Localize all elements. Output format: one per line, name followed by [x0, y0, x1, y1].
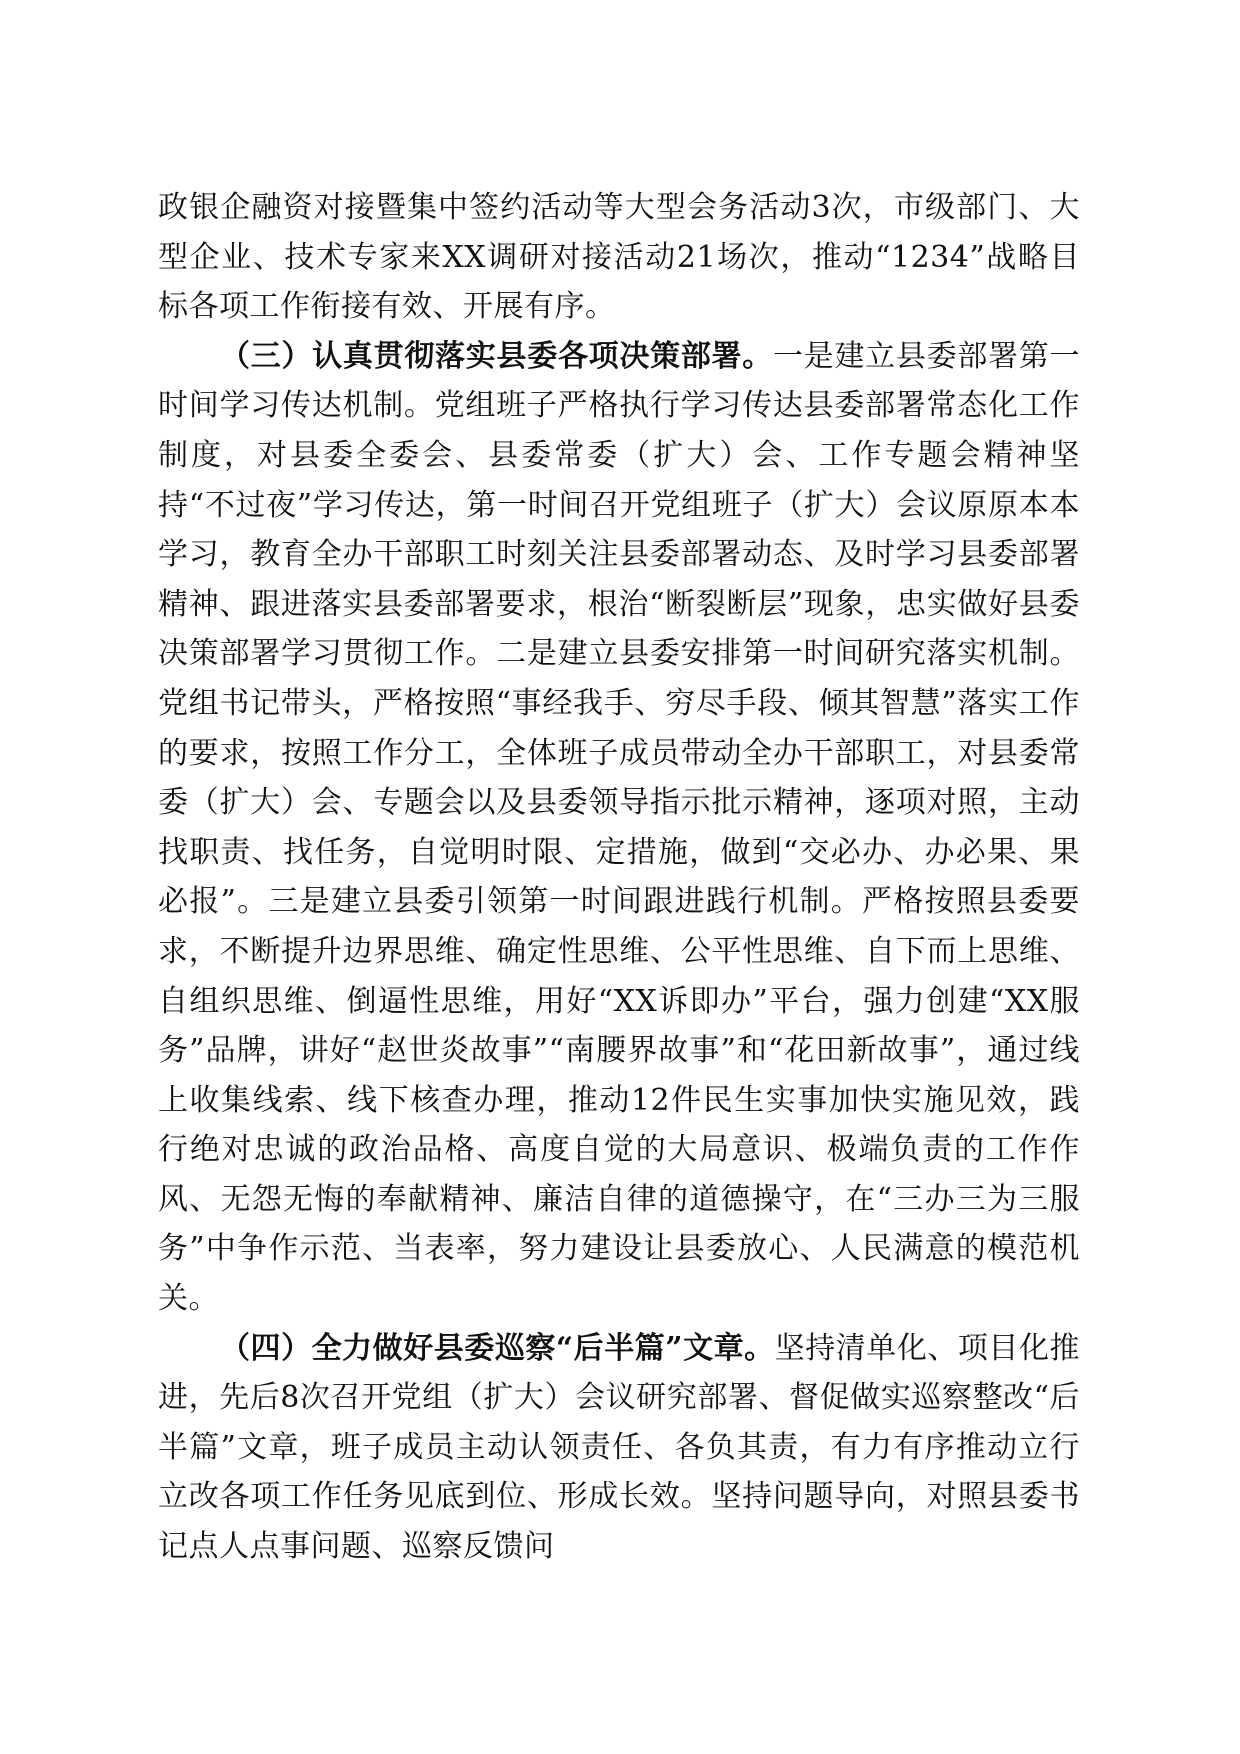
paragraph-3-text: 坚持清单化、项目化推进，先后8次召开党组（扩大）会议研究部署、督促做实巡察整改“后半篇”文章，班子成员主动认领责任、各负其责，有力有序推动立行立改各项工作任务见底到位、形成长效。坚持问题导向，对照县委书记点人点事问题、巡察反馈问 [158, 1330, 1081, 1565]
section-heading-4: （四）全力做好县委巡察“后半篇”文章。 [220, 1330, 775, 1366]
paragraph-1-text: 政银企融资对接暨集中签约活动等大型会务活动3次，市级部门、大型企业、技术专家来XX调研对接活动21场次，推动“1234”战略目标各项工作衔接有效、开展有序。 [158, 190, 1080, 325]
paragraph-2 [158, 332, 1080, 1324]
section-heading-3: （三）认真贯彻落实县委各项决策部署。 [220, 338, 773, 374]
paragraph-3 [158, 1324, 1080, 1572]
paragraph-2-text: 一是建立县委部署第一时间学习传达机制。党组班子严格执行学习传达县委部署常态化工作制度，对县委全委会、县委常委（扩大）会、工作专题会精神坚持“不过夜”学习传达，第一时间召开党组班子（扩大）会议原原本本学习，教育全办干部职工时刻关注县委部署动态、及时学习县委部署精神、跟进落实县委部署要求，根治“断裂断层”现象，忠实做好县委决策部署学习贯彻工作。二是建立县委安排第一时间研究落实机制。党组书记带头，严格按照“事经我手、穷尽手段、倾其智慧”落实工作的要求，按照工作分工，全体班子成员带动全办干部职工，对县委常委（扩大）会、专题会以及县委领导指示批示精神，逐项对照，主动找职责、找任务，自觉明时限、定措施，做到“交必办、办必果、果必报”。三是建立县委引领第一时间跟进践行机制。严格按照县委要求，不断提升边界思维、确定性思维、公平性思维、自下而上思维、自组织思维、倒逼性思维，用好“XX诉即办”平台，强力创建“XX服务”品牌，讲好“赵世炎故事”“南腰界故事”和“花田新故事”，通过线上收集线索、线下核查办理，推动12件民生实事加快实施见效，践行绝对忠诚的政治品格、高度自觉的大局意识、极端负责的工作作风、无怨无悔的奉献精神、廉洁自律的道德操守，在“三办三为三服务”中争作示范、当表率，努力建设让县委放心、人民满意的模范机关。 [158, 338, 1080, 1317]
document-body [158, 183, 1080, 1572]
paragraph-1 [158, 183, 1080, 332]
